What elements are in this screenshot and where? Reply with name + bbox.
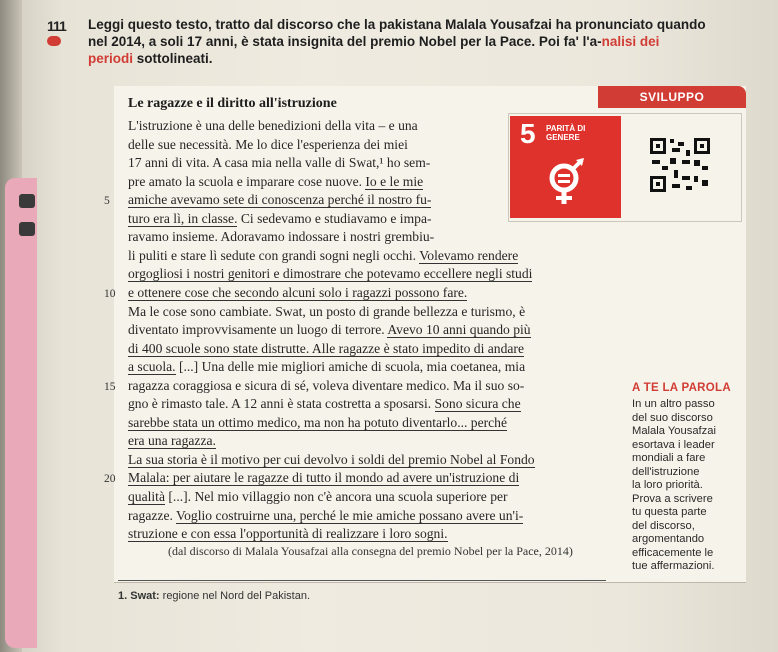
underlined-segment: a scuola. [128, 359, 176, 375]
underlined-segment: qualità [128, 489, 165, 504]
exercise-number-badge [47, 18, 75, 48]
text-segment: delle sue necessità. Me lo dice l'esperienza dei miei [128, 136, 408, 152]
underlined-segment: era una ragazza. [128, 433, 216, 449]
underlined-segment: Sono sicura che [434, 396, 521, 412]
side-box-line: Prova a scrivere [632, 492, 713, 505]
underlined-segment: Malala: per aiutare le ragazze di tutto il mondo ad avere un'istruzione di [128, 470, 520, 486]
text-line [128, 489, 508, 505]
text-line [128, 155, 430, 171]
flag-icon [19, 194, 35, 208]
text-segment: gno è rimasto tale. A 12 anni è stata costretta a sposarsi. [128, 396, 435, 412]
text-line [128, 248, 518, 264]
text-line [128, 341, 524, 357]
underlined-segment: e ottenere cose che secondo alcuni solo i ragazzi possono fare. [128, 284, 468, 300]
a-te-la-parola-box [632, 382, 762, 574]
text-line [128, 396, 521, 412]
gender-equality-icon [540, 158, 592, 210]
text-line [128, 452, 535, 468]
text-line [128, 118, 418, 134]
underlined-segment: di 400 scuole sono state distrutte. Alle ragazze è stato impedito di andare [128, 340, 524, 356]
underlined-segment: Voglio costruirne una, perché le mie amiche possano avere un'i- [176, 507, 524, 523]
text-segment: pre amato la scuola e imparare cose nuove. [128, 173, 366, 189]
side-box-line: Malala Yousafzai [632, 425, 716, 437]
text-line [128, 266, 532, 282]
text-line [104, 377, 525, 394]
instruction-part-highlight: nalisi dei periodi [88, 34, 660, 66]
text-line [128, 433, 216, 449]
text-line [128, 415, 507, 431]
side-box-title: A TE LA PAROLA [632, 382, 731, 394]
line-number: 10 [104, 287, 116, 300]
footnote-term: Swat: [130, 590, 160, 602]
underlined-segment: Avevo 10 anni quando più [387, 322, 531, 338]
side-box-line: esortava i leader [632, 438, 715, 451]
qr-code-icon[interactable] [648, 136, 712, 194]
text-line [128, 229, 434, 245]
underlined-segment: amiche avevamo sete di conoscenza perché il nostro fu- [128, 192, 432, 208]
footnote-text: regione nel Nord del Pakistan. [159, 590, 311, 602]
text-line [128, 526, 448, 542]
text-segment: [...]. Nel mio villaggio non c'è ancora una scuola superiore per [165, 489, 508, 504]
side-box-line: mondiali a fare [632, 452, 706, 464]
difficulty-dot-icon [47, 36, 61, 46]
side-box-text [632, 398, 762, 574]
line-number: 20 [104, 473, 116, 486]
text-segment: Ci sedevamo e studiavamo e impa- [237, 210, 432, 226]
reading-title: Le ragazze e il diritto all'istruzione [128, 96, 337, 111]
sustainable-development-tab: SVILUPPO [598, 86, 746, 108]
side-box-line: la loro priorità. [632, 479, 703, 491]
reading-source: (dal discorso di Malala Yousafzai alla consegna del premio Nobel per la Pace, 2014) [168, 544, 573, 558]
underlined-segment: struzione e con essa l'opportunità di realizzare i loro sogni. [128, 526, 448, 542]
footnote [118, 590, 310, 602]
text-segment: diventato improvvisamente un luogo di terrore. [128, 322, 388, 338]
text-line [104, 192, 432, 208]
line-number: 15 [104, 380, 116, 393]
underlined-segment: sarebbe stata un ottimo medico, ma non ha potuto diventarlo... perché [128, 414, 508, 430]
underlined-segment: Io e le mie [365, 173, 424, 189]
text-segment: ravamo insieme. Adoravamo indossare i nostri grembiu- [128, 229, 435, 245]
text-segment: 17 anni di vita. A casa mia nella valle di Swat,¹ ho sem- [128, 155, 431, 171]
line-number: 5 [104, 195, 110, 208]
text-line [128, 137, 408, 153]
text-line [128, 322, 531, 338]
person-icon [19, 222, 35, 236]
text-segment: Ma le cose sono cambiate. Swat, un posto di grande bellezza e turismo, è [128, 303, 526, 319]
text-line [128, 174, 423, 190]
side-box-line: tue affermazioni. [632, 560, 715, 572]
side-box-line: del suo discorso [632, 411, 713, 424]
text-segment: ragazza coraggiosa e sicura di sé, voleva diventare medico. Ma il suo so- [128, 377, 525, 393]
side-box-line: del discorso, [632, 519, 695, 532]
text-segment: L'istruzione è una delle benedizioni della vita – e una [128, 118, 418, 133]
sdg-goal-label: PARITÀ DI GENERE [546, 124, 586, 142]
text-line [128, 359, 525, 375]
instruction-part: Leggi questo testo, tratto dal discorso che la pakistana Malala Yousafzai ha pronunciato quando nel 2014, a soli 17 anni, è stata insignita del premio Nobel per la Pace. Poi fa' l'a- [88, 17, 706, 49]
footnote-divider [118, 580, 606, 581]
text-line [128, 304, 525, 320]
side-box-line: tu questa parte [632, 506, 707, 518]
footnote-number: 1. [118, 590, 128, 602]
exercise-instruction [88, 16, 708, 67]
underlined-segment: turo era lì, in classe. [128, 210, 238, 226]
side-box-line: efficacemente le [632, 546, 714, 559]
underlined-segment: Volevamo rendere [419, 247, 519, 263]
underlined-segment: La sua storia è il motivo per cui devolvo i soldi del premio Nobel al Fondo [128, 451, 535, 467]
side-box-line: dell'istruzione [632, 465, 700, 478]
side-box-line: In un altro passo [632, 398, 715, 410]
text-segment: [...] Una delle mie migliori amiche di scuola, mia coetanea, mia [175, 359, 526, 375]
exercise-number: 111 [47, 18, 66, 34]
side-box-line: argomentando [632, 533, 705, 545]
text-line [104, 284, 468, 301]
section-tab [5, 178, 37, 648]
text-segment: ragazze. [128, 507, 177, 523]
text-line [128, 508, 523, 524]
underlined-segment: orgogliosi i nostri genitori e dimostrare che potevamo eccellere negli studi [128, 266, 533, 282]
text-line [128, 211, 432, 227]
text-segment: li puliti e stare lì sedute con grandi sogni negli occhi. [128, 247, 420, 263]
sdg-goal-number: 5 [520, 118, 536, 149]
instruction-part: sottolineati. [133, 51, 213, 66]
text-line [104, 470, 520, 486]
